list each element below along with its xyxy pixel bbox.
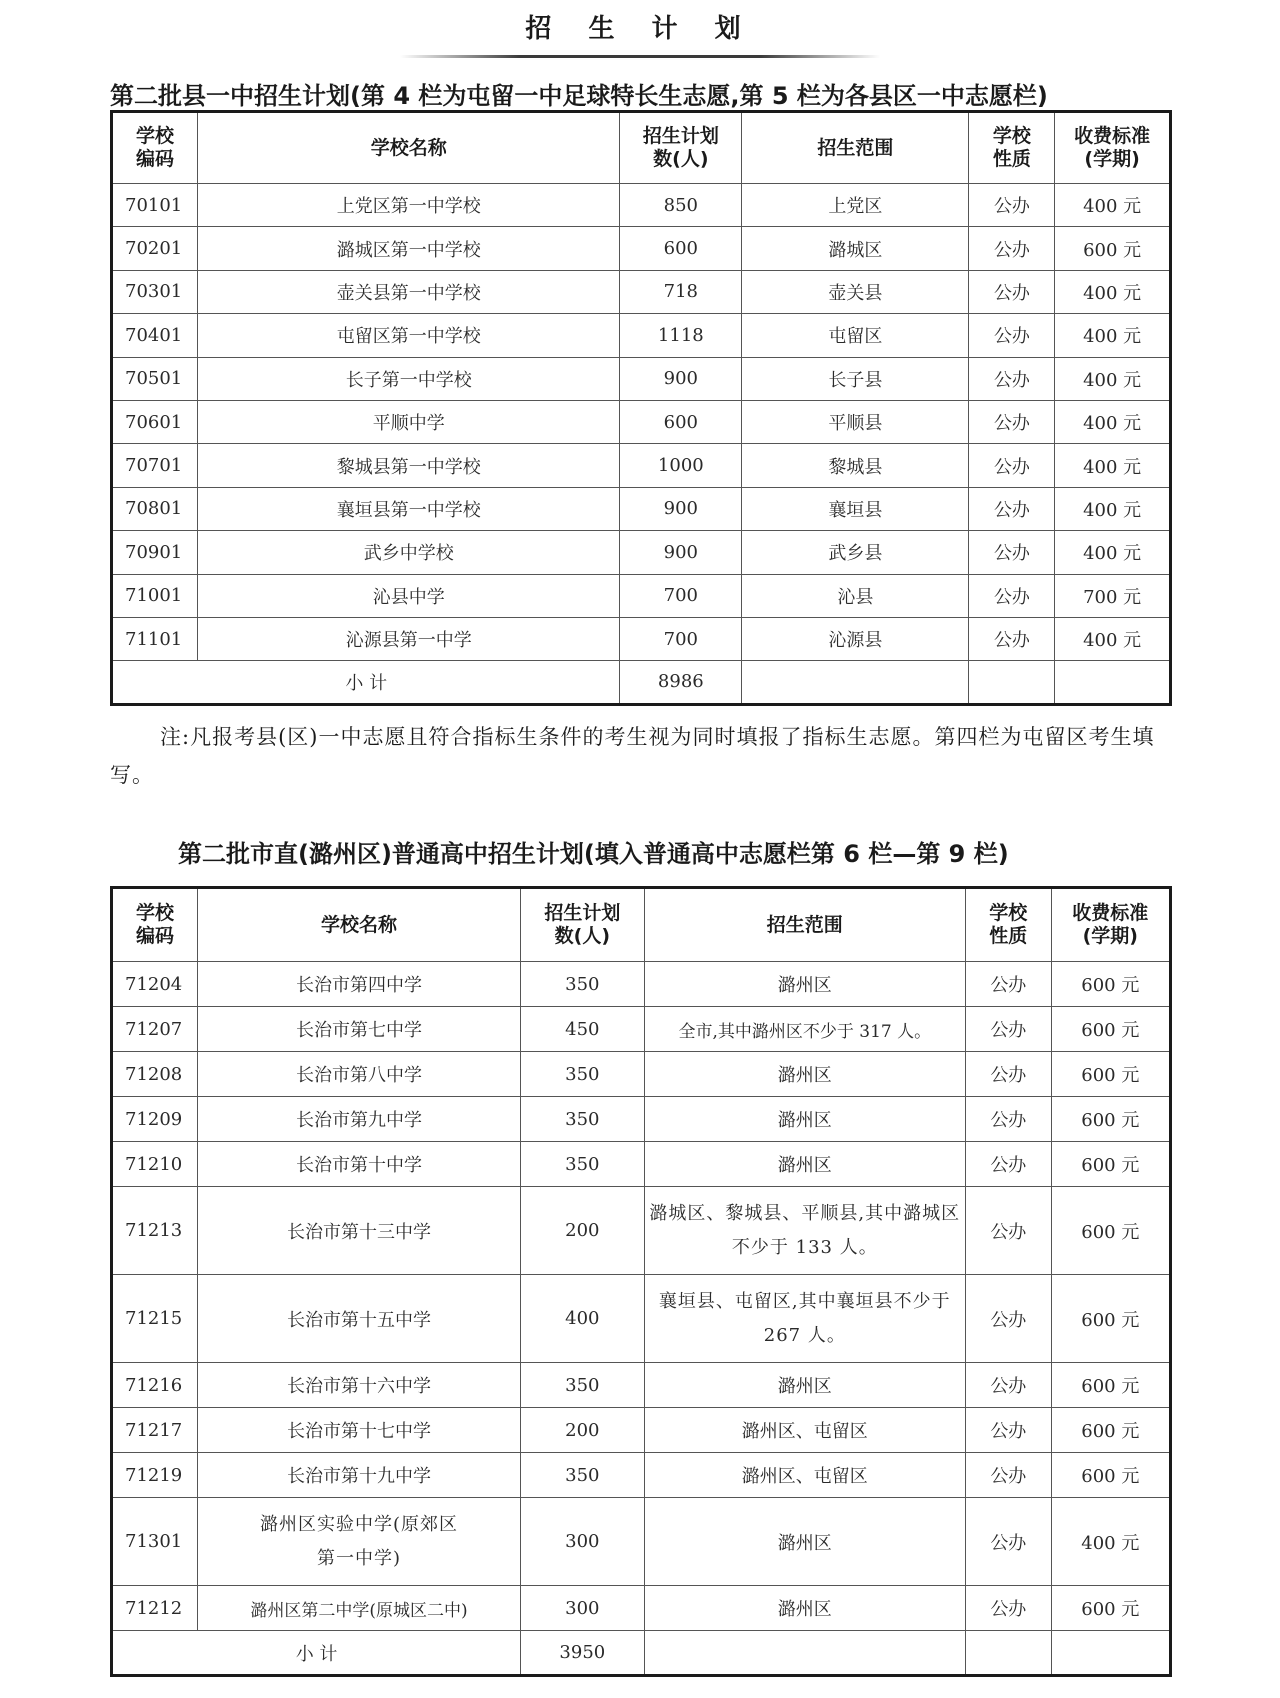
cell-plan: 350: [521, 1142, 644, 1187]
cell-code: 71219: [112, 1453, 198, 1498]
cell-fee: 400 元: [1055, 357, 1171, 400]
cell-name: 长治市第四中学: [197, 962, 520, 1007]
cell-plan: 850: [620, 184, 742, 227]
cell-name: 长治市第十七中学: [197, 1408, 520, 1453]
cell-plan: 350: [521, 1097, 644, 1142]
cell-scope: 平顺县: [742, 400, 969, 443]
cell-plan: 300: [521, 1586, 644, 1631]
cell-scope: 潞州区: [644, 1498, 966, 1586]
table-row: [112, 1052, 1171, 1097]
cell-plan: 350: [521, 1363, 644, 1408]
cell-code: 71209: [112, 1097, 198, 1142]
header-scope: 招生范围: [742, 112, 969, 184]
cell-name: 武乡中学校: [197, 531, 620, 574]
cell-scope: 潞州区、屯留区: [644, 1408, 966, 1453]
empty-cell: [742, 661, 969, 704]
cell-fee: 600 元: [1051, 1453, 1170, 1498]
cell-code: 70501: [112, 357, 198, 400]
table-row: [112, 1097, 1171, 1142]
cell-nature: 公办: [966, 1498, 1052, 1586]
table-row: [112, 357, 1171, 400]
table-header-row: [112, 112, 1171, 184]
cell-name: 黎城县第一中学校: [197, 444, 620, 487]
cell-name: 长治市第七中学: [197, 1007, 520, 1052]
cell-code: 71208: [112, 1052, 198, 1097]
cell-scope: 潞州区: [644, 1363, 966, 1408]
cell-nature: 公办: [966, 1187, 1052, 1275]
table-row: [112, 400, 1171, 443]
empty-cell: [1051, 1631, 1170, 1676]
cell-code: 71212: [112, 1586, 198, 1631]
table-header-row: [112, 888, 1171, 962]
cell-code: 70201: [112, 227, 198, 270]
subtotal-row: [112, 661, 1171, 704]
cell-plan: 200: [521, 1187, 644, 1275]
table-note: 注:凡报考县(区)一中志愿且符合指标生条件的考生视为同时填报了指标生志愿。第四栏为屯留区考生填写。: [110, 725, 1155, 787]
cell-nature: 公办: [969, 444, 1055, 487]
cell-nature: 公办: [966, 1007, 1052, 1052]
cell-fee: 400 元: [1055, 184, 1171, 227]
table-row: [112, 1408, 1171, 1453]
cell-code: 70901: [112, 531, 198, 574]
cell-fee: 600 元: [1051, 1142, 1170, 1187]
cell-code: 71213: [112, 1187, 198, 1275]
cell-code: 70401: [112, 314, 198, 357]
header-nature: 学校 性质: [969, 112, 1055, 184]
header-nature: 学校 性质: [966, 888, 1052, 962]
cell-fee: 600 元: [1051, 1275, 1170, 1363]
header-fee: 收费标准 (学期): [1055, 112, 1171, 184]
table-row: [112, 574, 1171, 617]
county-school-plan-table: [110, 110, 1172, 706]
cell-fee: 600 元: [1051, 1363, 1170, 1408]
subtotal-label: 小 计: [112, 661, 620, 704]
cell-name: 潞州区第二中学(原城区二中): [197, 1586, 520, 1631]
title-underline: [400, 55, 880, 58]
cell-nature: 公办: [966, 1275, 1052, 1363]
empty-cell: [644, 1631, 966, 1676]
cell-name: 长治市第十九中学: [197, 1453, 520, 1498]
cell-scope: 潞城区: [742, 227, 969, 270]
cell-plan: 718: [620, 270, 742, 313]
table-row: [112, 270, 1171, 313]
cell-scope: 壶关县: [742, 270, 969, 313]
empty-cell: [966, 1631, 1052, 1676]
cell-nature: 公办: [969, 487, 1055, 530]
table-row: [112, 444, 1171, 487]
cell-nature: 公办: [969, 314, 1055, 357]
cell-name: 壶关县第一中学校: [197, 270, 620, 313]
table-row: [112, 227, 1171, 270]
cell-nature: 公办: [969, 227, 1055, 270]
cell-name: 上党区第一中学校: [197, 184, 620, 227]
cell-plan: 600: [620, 227, 742, 270]
cell-nature: 公办: [969, 400, 1055, 443]
table-row: [112, 1363, 1171, 1408]
cell-name: 潞城区第一中学校: [197, 227, 620, 270]
cell-fee: 700 元: [1055, 574, 1171, 617]
cell-nature: 公办: [969, 184, 1055, 227]
cell-plan: 400: [521, 1275, 644, 1363]
cell-plan: 450: [521, 1007, 644, 1052]
empty-cell: [969, 661, 1055, 704]
table-row: [112, 1187, 1171, 1275]
cell-code: 70301: [112, 270, 198, 313]
cell-scope: 黎城县: [742, 444, 969, 487]
cell-scope: 上党区: [742, 184, 969, 227]
cell-code: 70801: [112, 487, 198, 530]
table-row: [112, 487, 1171, 530]
header-fee: 收费标准 (学期): [1051, 888, 1170, 962]
cell-scope: 长子县: [742, 357, 969, 400]
header-plan: 招生计划 数(人): [620, 112, 742, 184]
cell-nature: 公办: [966, 1052, 1052, 1097]
cell-code: 71217: [112, 1408, 198, 1453]
cell-scope: 潞州区: [644, 1142, 966, 1187]
cell-nature: 公办: [966, 962, 1052, 1007]
cell-nature: 公办: [966, 1408, 1052, 1453]
header-code: 学校 编码: [112, 888, 198, 962]
cell-scope: 屯留区: [742, 314, 969, 357]
cell-name: 长治市第十六中学: [197, 1363, 520, 1408]
cell-nature: 公办: [966, 1586, 1052, 1631]
cell-nature: 公办: [966, 1097, 1052, 1142]
cell-fee: 400 元: [1051, 1498, 1170, 1586]
header-plan: 招生计划 数(人): [521, 888, 644, 962]
table-row: [112, 962, 1171, 1007]
cell-nature: 公办: [966, 1363, 1052, 1408]
subtotal-value: 8986: [620, 661, 742, 704]
cell-nature: 公办: [966, 1453, 1052, 1498]
cell-plan: 700: [620, 617, 742, 660]
table-row: [112, 1586, 1171, 1631]
cell-plan: 900: [620, 357, 742, 400]
cell-plan: 900: [620, 487, 742, 530]
cell-fee: 400 元: [1055, 617, 1171, 660]
cell-fee: 600 元: [1051, 962, 1170, 1007]
cell-code: 71207: [112, 1007, 198, 1052]
cell-fee: 400 元: [1055, 487, 1171, 530]
cell-scope: 潞州区: [644, 1097, 966, 1142]
cell-code: 71001: [112, 574, 198, 617]
subtotal-label: 小 计: [112, 1631, 521, 1676]
cell-scope: 潞州区: [644, 962, 966, 1007]
cell-name: 长子第一中学校: [197, 357, 620, 400]
table-row: [112, 1142, 1171, 1187]
section1-title: 第二批县一中招生计划(第 4 栏为屯留一中足球特长生志愿,第 5 栏为各县区一中志愿栏): [110, 82, 1048, 110]
cell-name: 长治市第十中学: [197, 1142, 520, 1187]
cell-plan: 600: [620, 400, 742, 443]
cell-scope: 全市,其中潞州区不少于 317 人。: [644, 1007, 966, 1052]
section2-title: 第二批市直(潞州区)普通高中招生计划(填入普通高中志愿栏第 6 栏—第 9 栏): [178, 840, 1009, 868]
cell-name: 潞州区实验中学(原郊区第一中学): [197, 1498, 520, 1586]
cell-fee: 600 元: [1055, 227, 1171, 270]
cell-scope: 沁县: [742, 574, 969, 617]
cell-fee: 600 元: [1051, 1007, 1170, 1052]
cell-scope: 襄垣县: [742, 487, 969, 530]
cell-plan: 300: [521, 1498, 644, 1586]
cell-plan: 700: [620, 574, 742, 617]
header-name: 学校名称: [197, 888, 520, 962]
cell-fee: 600 元: [1051, 1586, 1170, 1631]
table-row: [112, 1453, 1171, 1498]
cell-code: 71215: [112, 1275, 198, 1363]
cell-nature: 公办: [969, 617, 1055, 660]
cell-nature: 公办: [966, 1142, 1052, 1187]
header-scope: 招生范围: [644, 888, 966, 962]
cell-scope: 潞州区、屯留区: [644, 1453, 966, 1498]
table-row: [112, 1275, 1171, 1363]
cell-nature: 公办: [969, 270, 1055, 313]
cell-fee: 600 元: [1051, 1408, 1170, 1453]
table-row: [112, 314, 1171, 357]
cell-scope: 潞城区、黎城县、平顺县,其中潞城区不少于 133 人。: [644, 1187, 966, 1275]
cell-nature: 公办: [969, 357, 1055, 400]
cell-fee: 400 元: [1055, 400, 1171, 443]
header-code: 学校 编码: [112, 112, 198, 184]
subtotal-row: [112, 1631, 1171, 1676]
cell-code: 71210: [112, 1142, 198, 1187]
cell-plan: 200: [521, 1408, 644, 1453]
cell-fee: 400 元: [1055, 531, 1171, 574]
cell-code: 71204: [112, 962, 198, 1007]
cell-code: 70701: [112, 444, 198, 487]
cell-fee: 600 元: [1051, 1187, 1170, 1275]
cell-name: 长治市第十五中学: [197, 1275, 520, 1363]
table-row: [112, 531, 1171, 574]
cell-code: 70601: [112, 400, 198, 443]
cell-scope: 潞州区: [644, 1586, 966, 1631]
cell-scope: 武乡县: [742, 531, 969, 574]
page-header: [0, 8, 1280, 58]
table-row: [112, 617, 1171, 660]
cell-fee: 600 元: [1051, 1097, 1170, 1142]
cell-name: 沁县中学: [197, 574, 620, 617]
cell-plan: 350: [521, 962, 644, 1007]
cell-name: 长治市第八中学: [197, 1052, 520, 1097]
empty-cell: [1055, 661, 1171, 704]
cell-name: 沁源县第一中学: [197, 617, 620, 660]
cell-scope: 襄垣县、屯留区,其中襄垣县不少于 267 人。: [644, 1275, 966, 1363]
page-title: 招 生 计 划: [525, 14, 755, 44]
subtotal-value: 3950: [521, 1631, 644, 1676]
cell-fee: 400 元: [1055, 444, 1171, 487]
cell-fee: 600 元: [1051, 1052, 1170, 1097]
cell-name: 长治市第十三中学: [197, 1187, 520, 1275]
cell-name: 平顺中学: [197, 400, 620, 443]
header-name: 学校名称: [197, 112, 620, 184]
city-school-plan-table: [110, 886, 1172, 1677]
cell-scope: 潞州区: [644, 1052, 966, 1097]
cell-code: 70101: [112, 184, 198, 227]
cell-plan: 350: [521, 1052, 644, 1097]
cell-name: 长治市第九中学: [197, 1097, 520, 1142]
table-row: [112, 1007, 1171, 1052]
table-row: [112, 184, 1171, 227]
cell-plan: 1118: [620, 314, 742, 357]
cell-code: 71301: [112, 1498, 198, 1586]
cell-plan: 350: [521, 1453, 644, 1498]
table-row: [112, 1498, 1171, 1586]
cell-name: 屯留区第一中学校: [197, 314, 620, 357]
cell-plan: 900: [620, 531, 742, 574]
cell-plan: 1000: [620, 444, 742, 487]
cell-nature: 公办: [969, 574, 1055, 617]
cell-fee: 400 元: [1055, 314, 1171, 357]
cell-code: 71216: [112, 1363, 198, 1408]
cell-code: 71101: [112, 617, 198, 660]
cell-nature: 公办: [969, 531, 1055, 574]
cell-name: 襄垣县第一中学校: [197, 487, 620, 530]
cell-scope: 沁源县: [742, 617, 969, 660]
cell-fee: 400 元: [1055, 270, 1171, 313]
